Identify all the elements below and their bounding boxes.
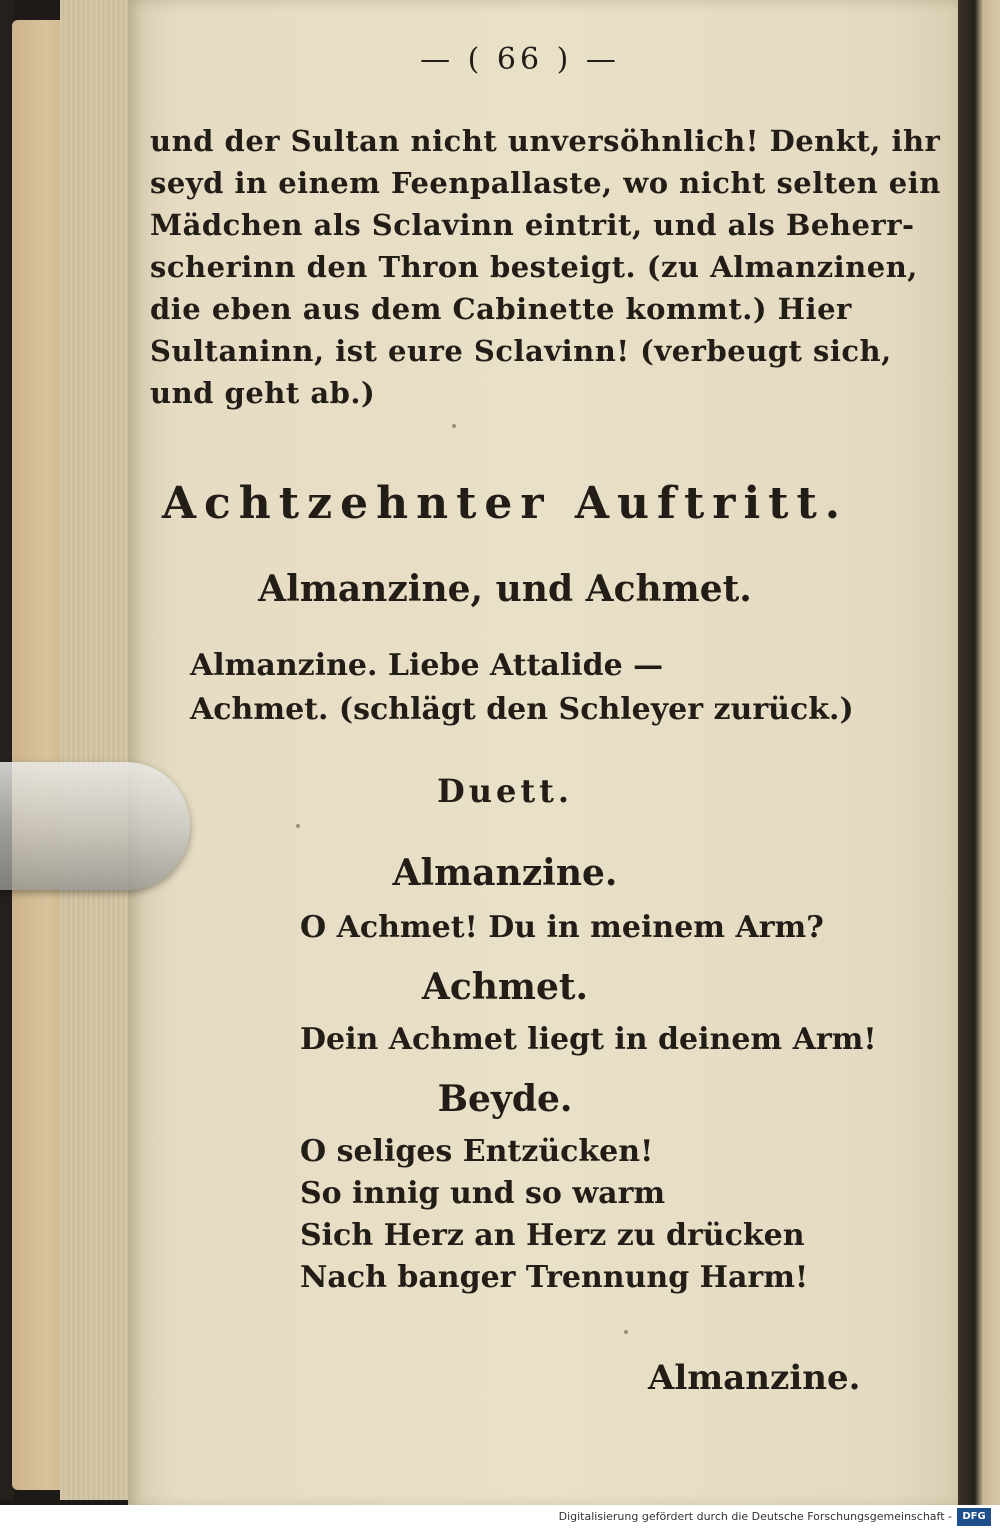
prose-line: Mädchen als Sclavinn eintrit, und als Beherr-: [150, 208, 915, 242]
prose-line: und der Sultan nicht unversöhnlich! Denkt, ihr: [150, 124, 941, 158]
prose-line: scherinn den Thron besteigt. (zu Almanzinen,: [150, 250, 918, 284]
dialogue-line: Almanzine. Liebe Attalide —: [190, 648, 664, 683]
catchword: Almanzine.: [648, 1358, 861, 1398]
speaker-heading: Beyde.: [437, 1078, 573, 1120]
prose-line: die eben aus dem Cabinette kommt.) Hier: [150, 292, 852, 326]
page-clip: [0, 762, 190, 890]
page-number: — ( 66 ) —: [420, 42, 620, 77]
verse-line: O seliges Entzücken!: [300, 1134, 654, 1169]
dfg-logo: DFG: [957, 1508, 991, 1526]
verse-line: So innig und so warm: [300, 1176, 666, 1211]
prose-line: Sultaninn, ist eure Sclavinn! (verbeugt sich,: [150, 334, 892, 368]
ink-speck: [624, 1330, 628, 1334]
song-line: O Achmet! Du in meinem Arm?: [300, 910, 824, 945]
scene-heading: Achtzehnter Auftritt.: [161, 478, 849, 529]
prose-line: und geht ab.): [150, 376, 376, 410]
gutter-shadow: [958, 0, 1000, 1505]
speaker-heading: Almanzine.: [392, 852, 618, 894]
ink-speck: [452, 424, 456, 428]
speaker-heading: Achmet.: [421, 966, 589, 1008]
verse-line: Sich Herz an Herz zu drücken: [300, 1218, 805, 1253]
duet-heading: Duett.: [436, 772, 574, 810]
verse-line: Nach banger Trennung Harm!: [300, 1260, 809, 1295]
digitization-credit: Digitalisierung gefördert durch die Deutsche Forschungsgemeinschaft -: [558, 1510, 952, 1523]
prose-line: seyd in einem Feenpallaste, wo nicht selten ein: [150, 166, 941, 200]
ink-speck: [296, 824, 300, 828]
characters-line: Almanzine, und Achmet.: [258, 568, 752, 610]
song-line: Dein Achmet liegt in deinem Arm!: [300, 1022, 877, 1057]
dialogue-line: Achmet. (schlägt den Schleyer zurück.): [190, 692, 854, 727]
